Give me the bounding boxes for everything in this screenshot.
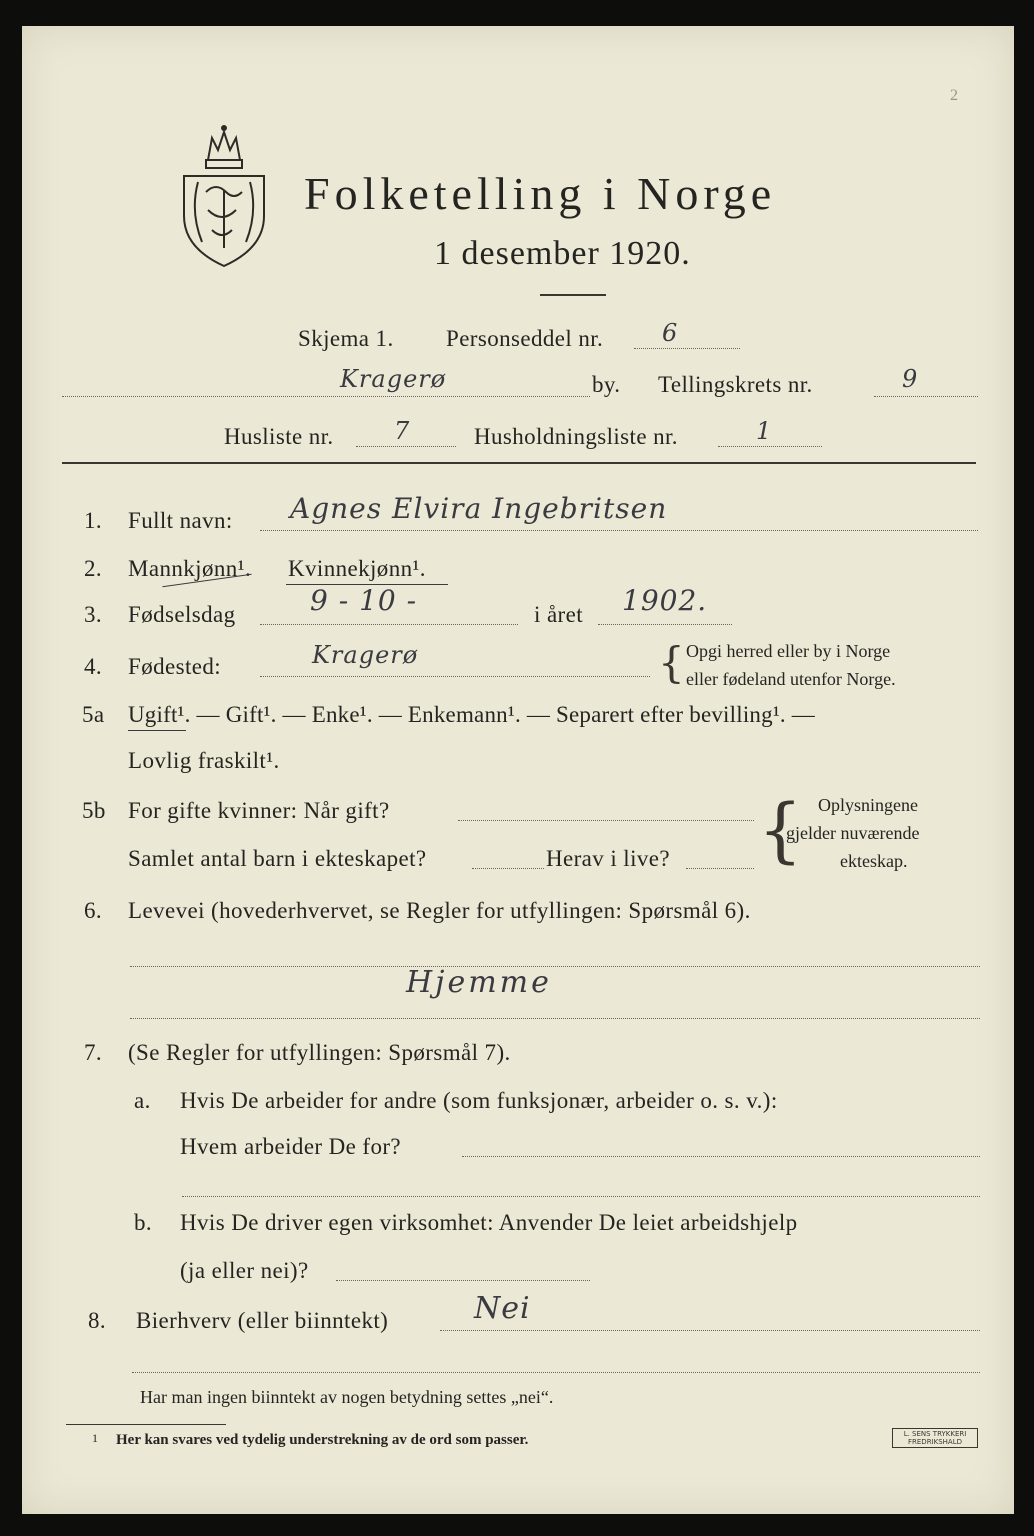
q5b-note-line2: gjelder nuværende <box>786 823 920 843</box>
q5a-line2: Lovlig fraskilt¹. <box>128 748 280 773</box>
birthday-value: 9 - 10 - <box>310 584 418 617</box>
q8-line <box>440 1330 980 1331</box>
city-line <box>62 396 590 397</box>
q6-label: Levevei (hovederhvervet, se Regler for utfyllingen: Spørsmål 6). <box>128 898 751 923</box>
q6-line1 <box>130 966 980 967</box>
q5b-alive-label: Herav i live? <box>546 846 670 871</box>
q2-male: Mannkjønn¹. <box>128 556 252 581</box>
q8-number: 8. <box>88 1308 107 1333</box>
q7b-line2: (ja eller nei)? <box>180 1258 309 1283</box>
nei-note: Har man ingen biinntekt av nogen betydning settes „nei“. <box>140 1387 554 1407</box>
q4-number: 4. <box>84 654 103 679</box>
title-divider <box>540 294 606 296</box>
q5b-alive-line <box>686 868 754 869</box>
husholdning-value: 1 <box>756 417 773 445</box>
q7a-line <box>462 1156 980 1157</box>
census-date: 1 desember 1920. <box>434 235 691 272</box>
q7-number: 7. <box>84 1040 103 1065</box>
q5b-children-label: Samlet antal barn i ekteskapet? <box>128 846 427 871</box>
q8-extra-line <box>132 1372 980 1373</box>
personseddel-value: 6 <box>662 319 679 347</box>
q2-number: 2. <box>84 556 103 581</box>
side-income-value: Nei <box>474 1291 531 1326</box>
q7b-line1: Hvis De driver egen virksomhet: Anvender De leiet arbeidshjelp <box>180 1210 798 1235</box>
q6-line2 <box>130 1018 980 1019</box>
footnote-mark: 1 <box>92 1431 98 1445</box>
personseddel-line <box>634 348 740 349</box>
q5b-number: 5b <box>82 798 106 823</box>
q5b-married-line <box>458 820 754 821</box>
q3-year-label: i året <box>534 602 584 627</box>
tellingskrets-label: Tellingskrets nr. <box>658 372 813 397</box>
q4-brace: { <box>658 638 685 687</box>
printer-stamp <box>892 1428 978 1448</box>
printer-stamp-line2: FREDRIKSHALD <box>907 1438 962 1446</box>
q5a-ugift-underline <box>128 730 186 731</box>
q1-label: Fullt navn: <box>128 508 233 533</box>
by-label: by. <box>592 372 621 397</box>
birthplace-value: Kragerø <box>312 641 419 669</box>
footnote-divider <box>66 1424 226 1425</box>
q7a-extra-line <box>182 1196 980 1197</box>
q4-line <box>260 676 650 677</box>
q8-label: Bierhverv (eller biinntekt) <box>136 1308 389 1333</box>
q5b-line1: For gifte kvinner: Når gift? <box>128 798 390 823</box>
header-divider <box>62 462 976 464</box>
q4-note-line1: Opgi herred eller by i Norge <box>686 641 891 661</box>
form-title: Folketelling i Norge <box>304 168 777 219</box>
q7a-number: a. <box>134 1088 151 1113</box>
husholdning-line <box>718 446 822 447</box>
city-value: Kragerø <box>340 365 447 393</box>
occupation-value: Hjemme <box>406 965 552 1000</box>
q5a-number: 5a <box>82 702 105 727</box>
q4-label: Fødested: <box>128 654 222 679</box>
birth-year-value: 1902. <box>622 584 708 617</box>
q3-number: 3. <box>84 602 103 627</box>
printer-stamp-line1: L. SENS TRYKKERI <box>903 1430 967 1438</box>
census-form-paper <box>22 26 1014 1514</box>
tellingskrets-value: 9 <box>902 365 919 393</box>
q4-note-line2: eller fødeland utenfor Norge. <box>686 669 896 689</box>
q7b-line <box>336 1280 590 1281</box>
q7a-line1: Hvis De arbeider for andre (som funksjonær, arbeider o. s. v.): <box>180 1088 778 1113</box>
q7b-number: b. <box>134 1210 153 1235</box>
q1-line <box>260 530 978 531</box>
full-name-value: Agnes Elvira Ingebritsen <box>290 492 668 525</box>
q7-label: (Se Regler for utfyllingen: Spørsmål 7). <box>128 1040 511 1065</box>
q5a-line1: Ugift¹. — Gift¹. — Enke¹. — Enkemann¹. — Separert efter bevilling¹. — <box>128 702 816 727</box>
personseddel-label: Personseddel nr. <box>446 326 604 351</box>
q1-number: 1. <box>84 508 103 533</box>
q2-female: Kvinnekjønn¹. <box>288 556 426 581</box>
corner-mark: 2 <box>950 87 958 104</box>
q6-number: 6. <box>84 898 103 923</box>
husliste-value: 7 <box>394 417 411 445</box>
skjema-label: Skjema 1. <box>298 326 394 351</box>
coat-of-arms-icon <box>178 120 270 270</box>
q5b-children-line <box>472 868 544 869</box>
tellingskrets-line <box>874 396 978 397</box>
q3-year-line <box>598 624 732 625</box>
husliste-line <box>356 446 456 447</box>
footnote-text: Her kan svares ved tydelig understrekning av de ord som passer. <box>116 1432 529 1448</box>
q5b-note-line1: Oplysningene <box>818 795 918 815</box>
husliste-label: Husliste nr. <box>224 424 334 449</box>
q7a-line2: Hvem arbeider De for? <box>180 1134 402 1159</box>
q3-label: Fødselsdag <box>128 602 236 627</box>
husholdning-label: Husholdningsliste nr. <box>474 424 678 449</box>
q5b-note-line3: ekteskap. <box>840 851 908 871</box>
q3-line <box>260 624 518 625</box>
q5b-brace: { <box>758 789 803 871</box>
